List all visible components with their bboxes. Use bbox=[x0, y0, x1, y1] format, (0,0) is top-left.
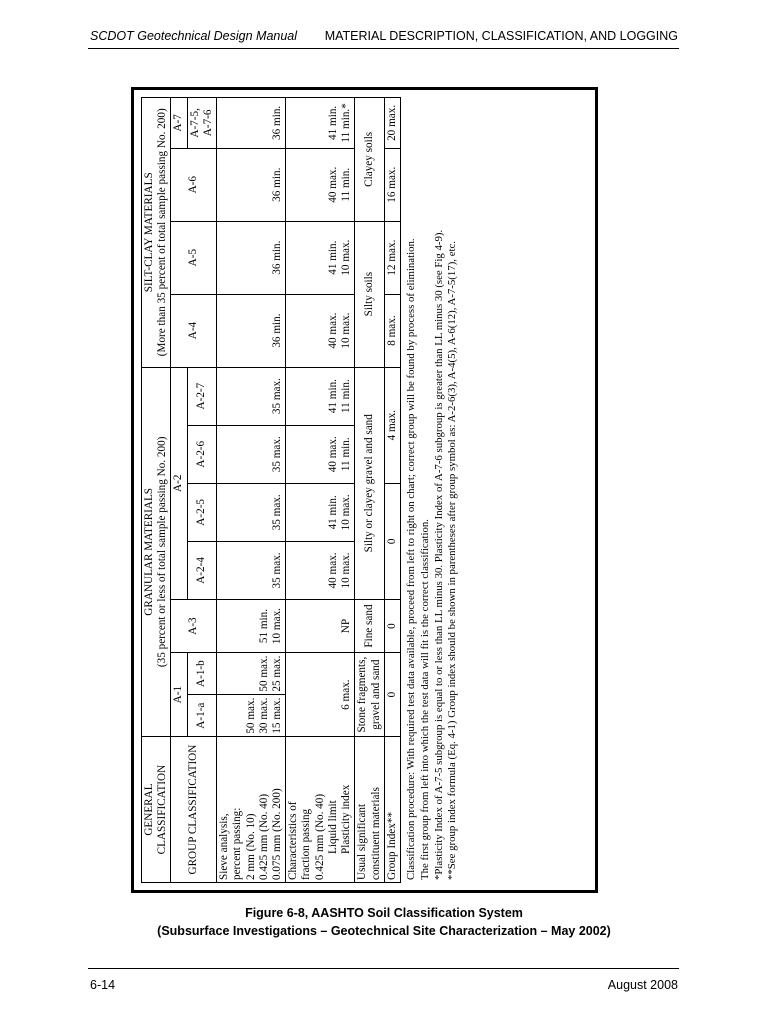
sieve-analysis-row bbox=[217, 98, 286, 883]
figure-frame bbox=[131, 87, 598, 893]
sieve-a1b: 50 max. 25 max. bbox=[217, 653, 286, 695]
group-index-a26-a27: 4 max. bbox=[384, 367, 400, 483]
group-a4: A-4 bbox=[171, 294, 217, 367]
group-index-a6: 16 max. bbox=[384, 148, 400, 221]
fraction-characteristics-label: Characteristics of fraction passing 0.425 mm (No. 40) Liquid limit Plasticity index bbox=[286, 737, 355, 883]
sieve-a1a: 50 max. 30 max. 15 max. bbox=[217, 695, 286, 737]
group-a5: A-5 bbox=[171, 221, 217, 294]
note-group-index: **See group index formula (Eq. 4-1) Group index should be shown in parentheses after group symbol as: A-2-6(3), A-4(5), A-6(12), A-7-5(17), etc. bbox=[446, 241, 459, 880]
caption-title: Figure 6-8, AASHTO Soil Classification System bbox=[245, 906, 523, 920]
group-row-1 bbox=[171, 98, 187, 883]
sieve-a27: 35 max. bbox=[217, 367, 286, 425]
fraction-a27: 41 min. 11 min. bbox=[286, 367, 355, 425]
fraction-a1: 6 max. bbox=[286, 653, 355, 737]
group-classification-label: GROUP CLASSIFICATION bbox=[171, 737, 217, 883]
fraction-a25: 41 min. 10 max. bbox=[286, 483, 355, 541]
footer-rule bbox=[88, 968, 679, 969]
group-a6: A-6 bbox=[171, 148, 217, 221]
page-number: 6-14 bbox=[90, 978, 116, 992]
group-a1b: A-1-b bbox=[187, 653, 216, 695]
publication-date: August 2008 bbox=[607, 978, 678, 992]
fraction-a24: 40 max. 10 max. bbox=[286, 541, 355, 599]
materials-silty: Silty soils bbox=[355, 221, 384, 367]
group-index-a5: 12 max. bbox=[384, 221, 400, 294]
classification-notes bbox=[405, 100, 460, 880]
general-classification-label: GENERAL CLASSIFICATION bbox=[142, 737, 171, 883]
materials-a3: Fine sand bbox=[355, 599, 384, 652]
figure-caption bbox=[0, 904, 768, 940]
granular-materials-header: GRANULAR MATERIALS (35 percent or less of total sample passing No. 200) bbox=[142, 367, 171, 737]
fraction-a7: 41 min. 11 min.* bbox=[286, 98, 355, 149]
manual-title: SCDOT Geotechnical Design Manual bbox=[90, 29, 298, 43]
fraction-a3: NP bbox=[286, 599, 355, 652]
silt-clay-materials-header: SILT-CLAY MATERIALS (More than 35 percent of total sample passing No. 200) bbox=[142, 98, 171, 368]
rotated-table-area bbox=[135, 90, 595, 890]
group-a27: A-2-7 bbox=[187, 367, 216, 425]
group-index-a24-a25: 0 bbox=[384, 483, 400, 599]
group-a1a: A-1-a bbox=[187, 695, 216, 737]
group-a26: A-2-6 bbox=[187, 425, 216, 483]
group-index-label: Group Index** bbox=[384, 737, 400, 883]
sieve-a24: 35 max. bbox=[217, 541, 286, 599]
materials-a2: Silty or clayey gravel and sand bbox=[355, 367, 384, 599]
group-a1: A-1 bbox=[171, 653, 187, 737]
group-index-a7: 20 max. bbox=[384, 98, 400, 149]
materials-a1: Stone fragments, gravel and sand bbox=[355, 653, 384, 737]
group-index-row bbox=[384, 98, 400, 883]
group-index-a4: 8 max. bbox=[384, 294, 400, 367]
group-index-a3: 0 bbox=[384, 599, 400, 652]
header-rule bbox=[88, 48, 679, 49]
materials-label: Usual significant constituent materials bbox=[355, 737, 384, 883]
group-index-a1: 0 bbox=[384, 653, 400, 737]
note-first-group: The first group from left into which the test data will fit is the correct classification. bbox=[418, 519, 431, 880]
sieve-a3: 51 min. 10 max. bbox=[217, 599, 286, 652]
sieve-a25: 35 max. bbox=[217, 483, 286, 541]
sieve-a7: 36 min. bbox=[217, 98, 286, 149]
chapter-title: MATERIAL DESCRIPTION, CLASSIFICATION, AND LOGGING bbox=[324, 29, 678, 43]
caption-source: (Subsurface Investigations – Geotechnical Site Characterization – May 2002) bbox=[157, 924, 611, 938]
fraction-a26: 40 max. 11 min. bbox=[286, 425, 355, 483]
note-plasticity: *Plasticity Index of A-7-5 subgroup is equal to or less than LL minus 30. Plasticity Index of A-7-6 subgroup is greater than LL minus 30 (see Fig 4-9). bbox=[432, 229, 445, 880]
group-a3: A-3 bbox=[171, 599, 217, 652]
sieve-a6: 36 min. bbox=[217, 148, 286, 221]
sieve-a4: 36 min. bbox=[217, 294, 286, 367]
fraction-a5: 41 min. 10 max. bbox=[286, 221, 355, 294]
materials-clayey: Clayey soils bbox=[355, 98, 384, 222]
general-row bbox=[142, 98, 171, 883]
materials-row bbox=[355, 98, 384, 883]
fraction-characteristics-row bbox=[286, 98, 355, 883]
fraction-a6: 40 max. 11 min. bbox=[286, 148, 355, 221]
group-a2: A-2 bbox=[171, 367, 187, 599]
group-a24: A-2-4 bbox=[187, 541, 216, 599]
group-a7-subgroups: A-7-5, A-7-6 bbox=[187, 98, 216, 149]
group-a7: A-7 bbox=[171, 98, 187, 149]
sieve-analysis-label: Sieve analysis, percent passing: 2 mm (No. 10) 0.425 mm (No. 40) 0.075 mm (No. 200) bbox=[217, 737, 286, 883]
fraction-a4: 40 max. 10 max. bbox=[286, 294, 355, 367]
sieve-a5: 36 min. bbox=[217, 221, 286, 294]
aashto-classification-table bbox=[141, 97, 401, 883]
sieve-a26: 35 max. bbox=[217, 425, 286, 483]
note-procedure: Classification procedure: With required test data available, proceed from left to right on chart; correct group will be found by process of elimination. bbox=[404, 238, 417, 880]
group-a25: A-2-5 bbox=[187, 483, 216, 541]
